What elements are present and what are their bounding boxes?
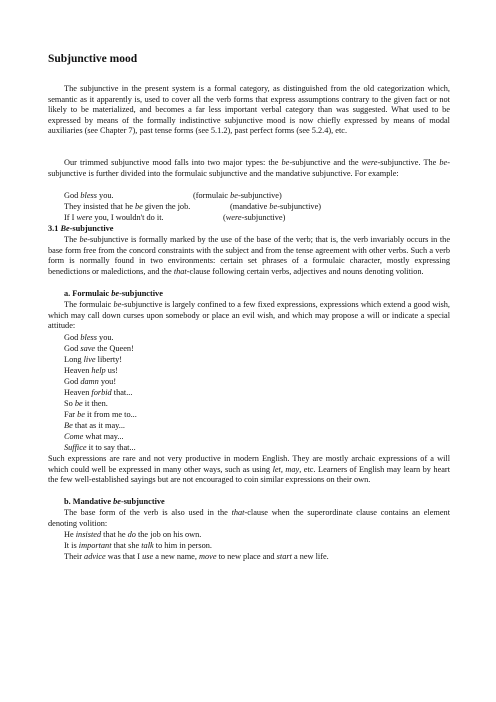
italic-term: let, may [272, 464, 300, 474]
example-note: (formulaic be-subjunctive) [193, 191, 282, 200]
example-line: God damn you! [64, 377, 117, 386]
example-line: Suffice it to say that... [64, 443, 136, 452]
text-run: Our trimmed subjunctive mood falls into two major types: the [64, 158, 282, 167]
italic-term: were [361, 158, 378, 167]
text-run: -subjunctive and the [289, 158, 362, 167]
intro-paragraph-2 [48, 158, 450, 179]
example-line: If I were you, I wouldn't do it. [64, 213, 164, 222]
subsection-paragraph: The base form of the verb is also used in the that-clause when the superordinate clause contains an element denoting volition: [48, 508, 450, 528]
example-line: So be it then. [64, 399, 108, 408]
example-line: Far be it from me to... [64, 410, 137, 419]
example-line: Heaven help us! [64, 366, 118, 375]
example-line: Heaven forbid that... [64, 388, 133, 397]
example-line: Long live liberty! [64, 355, 123, 364]
example-line: God bless you. [64, 333, 114, 342]
example-line: He insisted that he do the job on his own. [64, 530, 202, 539]
subsection-heading-a: a. Formulaic be-subjunctive [64, 289, 163, 298]
subsection-paragraph: Such expressions are rare and not very productive in modern English. They are mostly archaic expressions of a will which could well be expressed in many other ways, such as using let, may, etc. Learners of English may learn by heart the few well-established sayings but are not encouraged to coin similar expressions on their own. [48, 454, 450, 485]
italic-term: be [439, 158, 448, 167]
page-title: Subjunctive mood [48, 53, 138, 65]
example-line: God save the Queen! [64, 344, 134, 353]
subsection-heading-b: b. Mandative be-subjunctive [64, 497, 165, 506]
italic-term: be [79, 235, 88, 244]
italic-term: that [231, 508, 245, 517]
section-heading: 3.1 Be-subjunctive [48, 224, 114, 233]
example-line: Be that as it may... [64, 421, 125, 430]
example-line: It is important that she talk to him in person. [64, 541, 212, 550]
italic-term: be [281, 158, 290, 167]
section-paragraph: The be-subjunctive is formally marked by the use of the base of the verb; that is, the verb invariably occurs in the base form free from the concord constraints with the subject and from the tense agreement with other verbs. Such a verb form is normally found in two environments: certain set phrases of a formulaic character, mostly expressing benedictions or maledictions, and the that-clause following certain verbs, adjectives and nouns denoting volition. [48, 235, 450, 276]
example-line: They insisted that he be given the job. [64, 202, 191, 211]
example-line: Their advice was that I use a new name, move to new place and start a new life. [64, 552, 329, 561]
example-line: God bless you. [64, 191, 114, 200]
text-run: The subjunctive in the present system is a formal category, as distinguished from the old categorization which, semantic as it apparently is, used to cover all the verb forms that express assumptions contrary to the given fact or not likely to be materialized, and becomes a far less important verbal category than was suggested. What used to be expressed by means of the formally indistinctive subjunctive mood is now chiefly expressed by means of modal auxiliaries (see Chapter 7), past tense forms (see 5.1.2), past perfect forms (see 5.2.4), etc. [48, 84, 450, 136]
example-note: (were-subjunctive) [223, 213, 286, 222]
text-run: -subjunctive is further divided into the formulaic subjunctive and the mandative subjunctive. For example: [48, 158, 450, 178]
italic-term: that [173, 266, 187, 276]
example-line: Come what may... [64, 432, 124, 441]
italic-term: be [113, 300, 122, 309]
intro-paragraph-1 [48, 84, 450, 137]
subsection-paragraph: The formulaic be-subjunctive is largely confined to a few fixed expressions, expressions which extend a good wish, which may call down curses upon somebody or place an evil wish, and which may propose a will or indicate a special attitude: [48, 300, 450, 331]
example-note: (mandative be-subjunctive) [230, 202, 322, 211]
text-run: -subjunctive. The [377, 158, 440, 167]
document-page [48, 0, 450, 702]
